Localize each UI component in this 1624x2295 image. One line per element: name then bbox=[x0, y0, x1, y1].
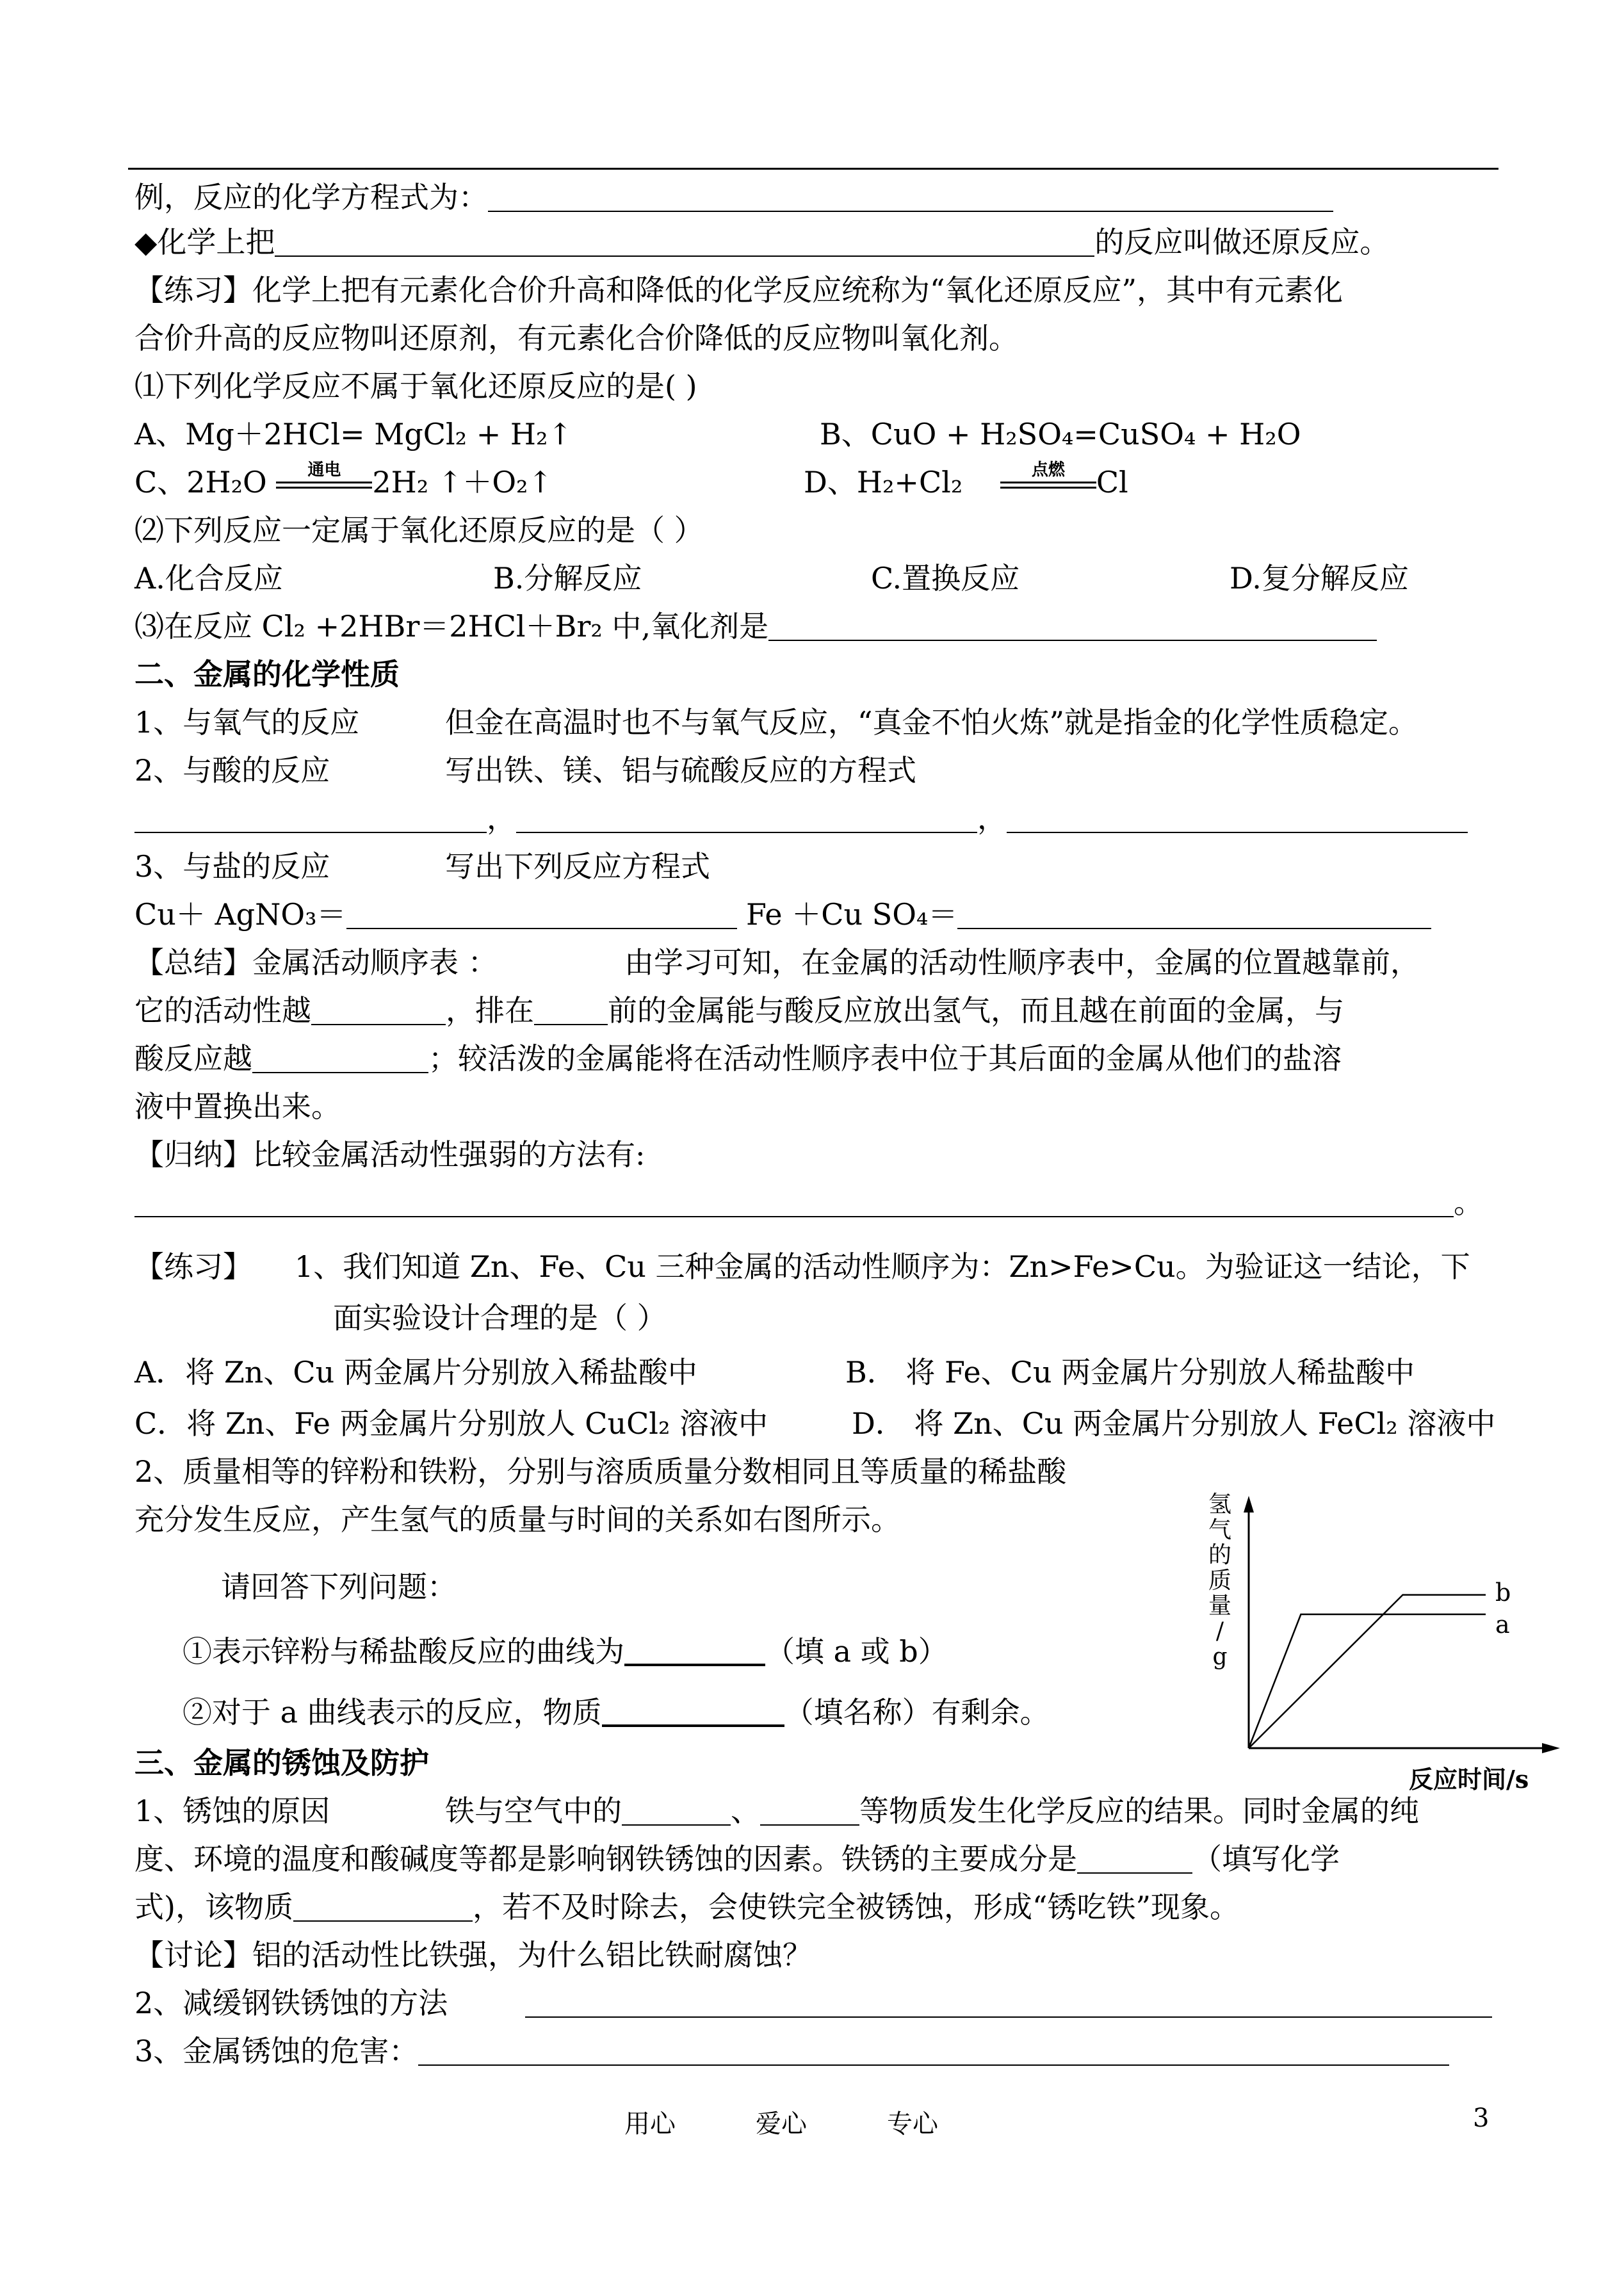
rust-prevention-blank bbox=[525, 1986, 1492, 2020]
option-2a: A.化合反应 bbox=[134, 561, 283, 596]
line-discussion: 【讨论】铝的活动性比铁强，为什么铝比铁耐腐蚀？ bbox=[134, 1938, 812, 1972]
answer-blank[interactable] bbox=[134, 802, 487, 833]
y-axis-label-char: 质 bbox=[1208, 1567, 1231, 1594]
y-axis-arrow bbox=[1244, 1496, 1254, 1512]
answer-blank[interactable] bbox=[957, 898, 1431, 929]
answer-blank[interactable] bbox=[134, 1187, 1454, 1217]
series-b-line bbox=[1249, 1595, 1486, 1748]
line-summary-title: 【总结】金属活动顺序表 ： bbox=[134, 945, 498, 980]
practice-option-a: A．将 Zn、Cu 两金属片分别放入稀盐酸中 bbox=[134, 1355, 697, 1390]
practice-subquestion-1 bbox=[183, 1634, 948, 1669]
question-3 bbox=[134, 610, 1377, 644]
text: 前的金属能与酸反应放出氢气，而且越在前面的金属，与 bbox=[608, 993, 1344, 1028]
text: ⑶在反应 Cl₂ +2HBr＝2HCl＋Br₂ 中,氧化剂是 bbox=[134, 609, 769, 644]
text: C、2H₂O bbox=[134, 465, 267, 499]
line-practice-label: 【练习】 bbox=[134, 1249, 252, 1284]
text: （填写化学 bbox=[1192, 1842, 1340, 1876]
condition-label: 通电 bbox=[307, 460, 341, 480]
option-2c: C.置换反应 bbox=[871, 561, 1020, 596]
y-axis-label-char: 气 bbox=[1208, 1516, 1231, 1543]
y-axis-label-char: g bbox=[1212, 1643, 1228, 1670]
practice-option-b: B． 将 Fe、Cu 两金属片分别放人稀盐酸中 bbox=[845, 1355, 1415, 1390]
answer-blank[interactable] bbox=[293, 1891, 473, 1922]
y-axis-label-char: / bbox=[1215, 1618, 1224, 1644]
option-1b: B、CuO + H₂SO₄=CuSO₄ + H₂O bbox=[820, 417, 1301, 451]
x-axis-arrow bbox=[1542, 1743, 1560, 1753]
line-reduction-definition bbox=[134, 225, 1389, 259]
line-rust-harm bbox=[134, 2034, 1449, 2068]
text: Cl bbox=[1096, 465, 1128, 499]
question-2: ⑵下列反应一定属于氧化还原反应的是（ ） bbox=[134, 513, 704, 547]
footer-text-3: 专心 bbox=[887, 2109, 938, 2139]
text: 1、与氧气的反应 bbox=[134, 705, 360, 740]
practice-question-1-cont: 面实验设计合理的是（ ） bbox=[333, 1301, 667, 1335]
text: 铁与空气中的 bbox=[445, 1794, 622, 1828]
answer-blank[interactable] bbox=[624, 1634, 765, 1666]
line-rust-cause bbox=[445, 1794, 1419, 1828]
text: 式)，该物质 bbox=[134, 1890, 293, 1924]
line-induction: 【归纳】比较金属活动性强弱的方法有: bbox=[134, 1137, 646, 1172]
text: （填 a 或 b） bbox=[765, 1634, 948, 1669]
line-oxygen-reaction-desc: 但金在高温时也不与氧气反应，“真金不怕火炼”就是指金的化学性质稳定。 bbox=[445, 705, 1418, 740]
option-2b: B.分解反应 bbox=[493, 561, 642, 596]
answer-blank[interactable] bbox=[418, 2035, 1449, 2066]
text: 2、减缓钢铁锈蚀的方法 bbox=[134, 1986, 448, 2020]
answer-blank[interactable] bbox=[602, 1695, 784, 1727]
answer-blank[interactable] bbox=[488, 181, 1333, 212]
text: Fe ＋Cu SO₄＝ bbox=[746, 897, 958, 932]
line-induction-blank bbox=[134, 1186, 1483, 1220]
line-acid-reaction-desc: 写出铁、镁、铝与硫酸反应的方程式 bbox=[445, 753, 916, 788]
practice-question-2: 2、质量相等的锌粉和铁粉，分别与溶质质量分数相同且等质量的稀盐酸 bbox=[134, 1454, 1067, 1489]
line-salt-reaction-desc: 写出下列反应方程式 bbox=[445, 849, 710, 884]
line-rust-prevention bbox=[134, 1986, 448, 2020]
text: D、H₂+Cl₂ bbox=[804, 465, 963, 499]
practice-question-2-cont: 充分发生反应，产生氢气的质量与时间的关系如右图所示。 bbox=[134, 1502, 900, 1537]
text: 等物质发生化学反应的结果。同时金属的纯 bbox=[859, 1794, 1419, 1828]
answer-blank[interactable] bbox=[252, 1042, 428, 1073]
option-2d: D.复分解反应 bbox=[1230, 561, 1409, 596]
section-heading-2: 二、金属的化学性质 bbox=[134, 657, 400, 692]
practice-subquestion-2 bbox=[183, 1695, 1050, 1730]
reaction-condition bbox=[1000, 460, 1096, 496]
answer-blank[interactable] bbox=[311, 994, 446, 1025]
line-practice-intro-cont: 合价升高的反应物叫还原剂，有元素化合价降低的反应物叫氧化剂。 bbox=[134, 321, 1018, 355]
text: 。 bbox=[1454, 1185, 1483, 1220]
text: ①表示锌粉与稀盐酸反应的曲线为 bbox=[183, 1634, 624, 1669]
section-heading-3: 三、金属的锈蚀及防护 bbox=[134, 1746, 429, 1780]
text: 3、金属锈蚀的危害： bbox=[134, 2034, 419, 2068]
line-salt-reaction: 3、与盐的反应 bbox=[134, 849, 330, 884]
series-a-label: a bbox=[1495, 1610, 1510, 1639]
y-axis-label-char: 氢 bbox=[1208, 1491, 1231, 1518]
line-salt-equation-2 bbox=[746, 898, 1431, 932]
y-axis-label-char: 的 bbox=[1208, 1542, 1231, 1569]
line-salt-equation-1 bbox=[134, 898, 737, 932]
answer-blank[interactable] bbox=[525, 1987, 1492, 2018]
text: 它的活动性越 bbox=[134, 993, 311, 1028]
answer-blank[interactable] bbox=[622, 1795, 731, 1826]
text: ◆化学上把 bbox=[134, 225, 275, 259]
text: ②对于 a 曲线表示的反应，物质 bbox=[183, 1695, 602, 1730]
text: 、 bbox=[731, 1794, 760, 1828]
answer-blank[interactable] bbox=[768, 610, 1377, 641]
answer-blank[interactable] bbox=[346, 898, 737, 929]
line-rust-property bbox=[134, 1890, 1239, 1924]
y-axis-label-char: 量 bbox=[1208, 1593, 1231, 1619]
text: ， bbox=[487, 801, 516, 836]
text: （填名称）有剩余。 bbox=[784, 1695, 1050, 1730]
text: 度、环境的温度和酸碱度等都是影响钢铁锈蚀的因素。铁锈的主要成分是 bbox=[134, 1842, 1077, 1876]
practice-question-1: 1、我们知道 Zn、Fe、Cu 三种金属的活动性顺序为：Zn>Fe>Cu。为验证这一结论，下 bbox=[295, 1249, 1470, 1284]
text: ，排在 bbox=[446, 993, 534, 1028]
practice-question-2-prompt: 请回答下列问题： bbox=[221, 1569, 457, 1604]
line-summary-3 bbox=[134, 1042, 1342, 1076]
text: ， bbox=[977, 801, 1007, 836]
line-acid-blanks bbox=[134, 802, 1468, 836]
footer-text-1: 用心 bbox=[624, 2109, 676, 2139]
answer-blank[interactable] bbox=[516, 802, 977, 833]
line-rust-factors bbox=[134, 1842, 1340, 1876]
line-rust-cause-label: 1、锈蚀的原因 bbox=[134, 1794, 330, 1828]
line-acid-reaction: 2、与酸的反应 bbox=[134, 753, 330, 788]
page-number: 3 bbox=[1473, 2104, 1490, 2133]
text: 的反应叫做还原反应。 bbox=[1094, 225, 1390, 259]
header-rule bbox=[128, 168, 1498, 170]
text: ；较活泼的金属能将在活动性顺序表中位于其后面的金属从他们的盐溶 bbox=[428, 1041, 1342, 1076]
option-1a: A、Mg＋2HCl= MgCl₂ + H₂↑ bbox=[134, 417, 573, 451]
answer-blank[interactable] bbox=[275, 226, 1094, 257]
x-axis-label: 反应时间/s bbox=[1409, 1765, 1529, 1794]
condition-label: 点燃 bbox=[1031, 460, 1065, 480]
text: ，若不及时除去，会使铁完全被锈蚀，形成“锈吃铁”现象。 bbox=[472, 1890, 1239, 1924]
answer-blank[interactable] bbox=[760, 1795, 859, 1826]
footer-text-2: 爱心 bbox=[756, 2109, 807, 2139]
series-a-line bbox=[1249, 1614, 1486, 1748]
answer-blank[interactable] bbox=[1077, 1843, 1192, 1874]
hydrogen-mass-chart bbox=[1204, 1491, 1563, 1794]
line-oxygen-reaction bbox=[134, 706, 359, 740]
text: 2H₂ ↑＋O₂↑ bbox=[372, 465, 553, 499]
answer-blank[interactable] bbox=[1007, 802, 1468, 833]
text: Cu＋ AgNO₃＝ bbox=[134, 897, 346, 932]
series-b-label: b bbox=[1495, 1578, 1511, 1607]
line-summary-text: 由学习可知，在金属的活动性顺序表中，金属的位置越靠前， bbox=[624, 945, 1420, 980]
practice-option-c: C．将 Zn、Fe 两金属片分别放人 CuCl₂ 溶液中 bbox=[134, 1406, 768, 1441]
line-summary-4: 液中置换出来。 bbox=[134, 1089, 341, 1124]
text: 酸反应越 bbox=[134, 1041, 252, 1076]
question-1: ⑴下列化学反应不属于氧化还原反应的是( ) bbox=[134, 369, 697, 403]
reaction-condition bbox=[276, 460, 372, 496]
line-summary-2 bbox=[134, 994, 1344, 1028]
line-practice-intro: 【练习】化学上把有元素化合价升高和降低的化学反应统称为“氧化还原反应”，其中有元素化 bbox=[134, 273, 1344, 307]
line-equation-prompt bbox=[134, 181, 1333, 215]
text: 例，反应的化学方程式为： bbox=[134, 180, 488, 215]
practice-option-d: D． 将 Zn、Cu 两金属片分别放人 FeCl₂ 溶液中 bbox=[852, 1406, 1496, 1441]
answer-blank[interactable] bbox=[534, 994, 608, 1025]
option-1d bbox=[804, 460, 1128, 499]
option-1c bbox=[134, 460, 553, 499]
